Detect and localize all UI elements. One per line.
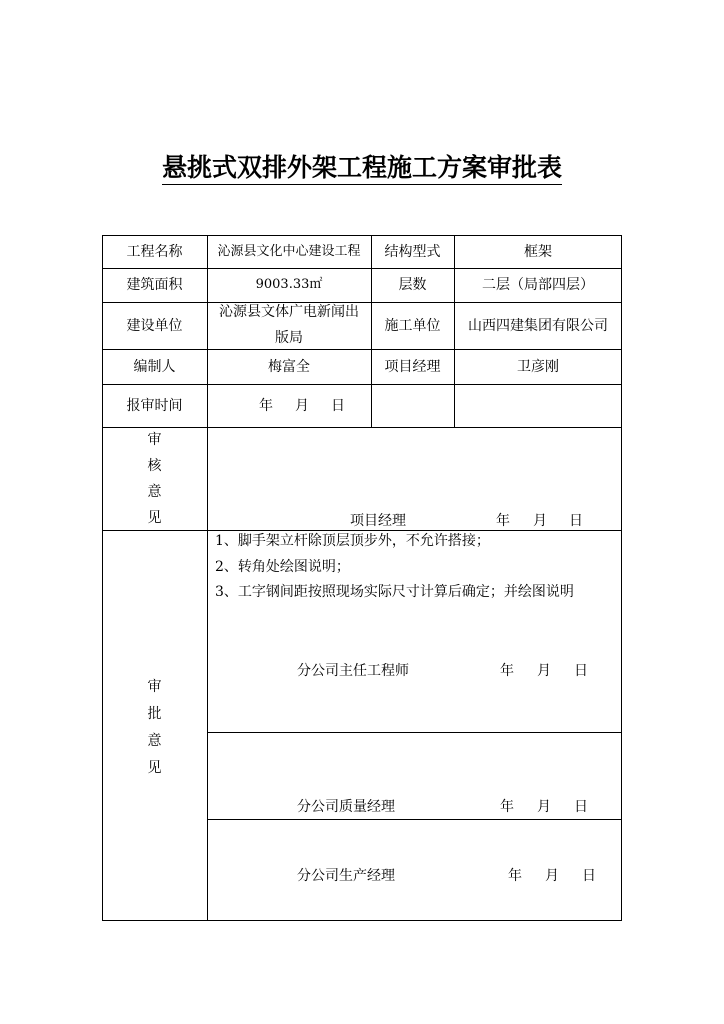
- quality-manager-year: 年: [500, 799, 514, 815]
- value-project-name: 沁源县文化中心建设工程: [217, 244, 361, 259]
- label-project-name: 工程名称: [126, 244, 183, 260]
- approval-note: 2、转角处绘图说明；: [215, 559, 350, 575]
- production-manager-year: 年: [508, 868, 522, 884]
- review-char: 审: [147, 432, 162, 448]
- chief-engineer-year: 年: [500, 663, 514, 679]
- value-floors: 二层（局部四层）: [482, 277, 594, 293]
- row-divider: [102, 427, 622, 428]
- report-year: 年: [259, 398, 273, 414]
- production-manager-month: 月: [545, 868, 559, 884]
- signer-quality-manager: 分公司质量经理: [297, 799, 395, 815]
- approval-char: 审: [147, 679, 162, 695]
- quality-manager-month: 月: [537, 799, 551, 815]
- label-author: 编制人: [133, 359, 176, 375]
- value-owner-unit-line2: 版局: [275, 330, 303, 346]
- report-day: 日: [331, 398, 345, 414]
- review-year: 年: [496, 513, 510, 529]
- chief-engineer-month: 月: [537, 663, 551, 679]
- label-project-manager: 项目经理: [384, 359, 441, 375]
- report-month: 月: [295, 398, 309, 414]
- label-report-time: 报审时间: [126, 398, 183, 414]
- approval-char: 意: [147, 733, 162, 749]
- label-floors: 层数: [398, 277, 427, 293]
- document-title: 悬挑式双排外架工程施工方案审批表: [0, 148, 724, 184]
- label-building-area: 建筑面积: [126, 277, 183, 293]
- value-building-area: 9003.33㎡: [255, 277, 323, 292]
- approval-note: 1、脚手架立杆除顶层顶步外，不允许搭接；: [215, 533, 490, 549]
- row-divider: [102, 268, 622, 269]
- approval-note: 3、工字钢间距按照现场实际尺寸计算后确定；并绘图说明: [215, 584, 574, 600]
- signer-production-manager: 分公司生产经理: [297, 868, 395, 884]
- review-char: 核: [147, 458, 162, 474]
- approval-char: 批: [147, 706, 162, 722]
- chief-engineer-day: 日: [574, 663, 588, 679]
- value-author: 梅富全: [268, 359, 310, 375]
- review-char: 见: [147, 510, 162, 526]
- value-project-manager: 卫彦刚: [517, 359, 559, 375]
- value-structure-type: 框架: [524, 244, 552, 260]
- value-contractor: 山西四建集团有限公司: [468, 318, 608, 334]
- row-divider: [102, 530, 622, 531]
- signer-chief-engineer: 分公司主任工程师: [297, 663, 409, 679]
- row-divider: [207, 732, 622, 733]
- row-divider: [102, 384, 622, 385]
- label-owner-unit: 建设单位: [126, 318, 183, 334]
- label-contractor: 施工单位: [384, 318, 441, 334]
- review-day: 日: [569, 513, 583, 529]
- review-month: 月: [533, 513, 547, 529]
- quality-manager-day: 日: [574, 799, 588, 815]
- row-divider: [102, 349, 622, 350]
- row-divider: [207, 819, 622, 820]
- approval-char: 见: [147, 760, 162, 776]
- label-structure-type: 结构型式: [384, 244, 441, 260]
- production-manager-day: 日: [582, 868, 596, 884]
- value-owner-unit-line1: 沁源县文体广电新闻出: [219, 304, 359, 320]
- review-signer: 项目经理: [350, 513, 406, 529]
- review-char: 意: [147, 484, 162, 500]
